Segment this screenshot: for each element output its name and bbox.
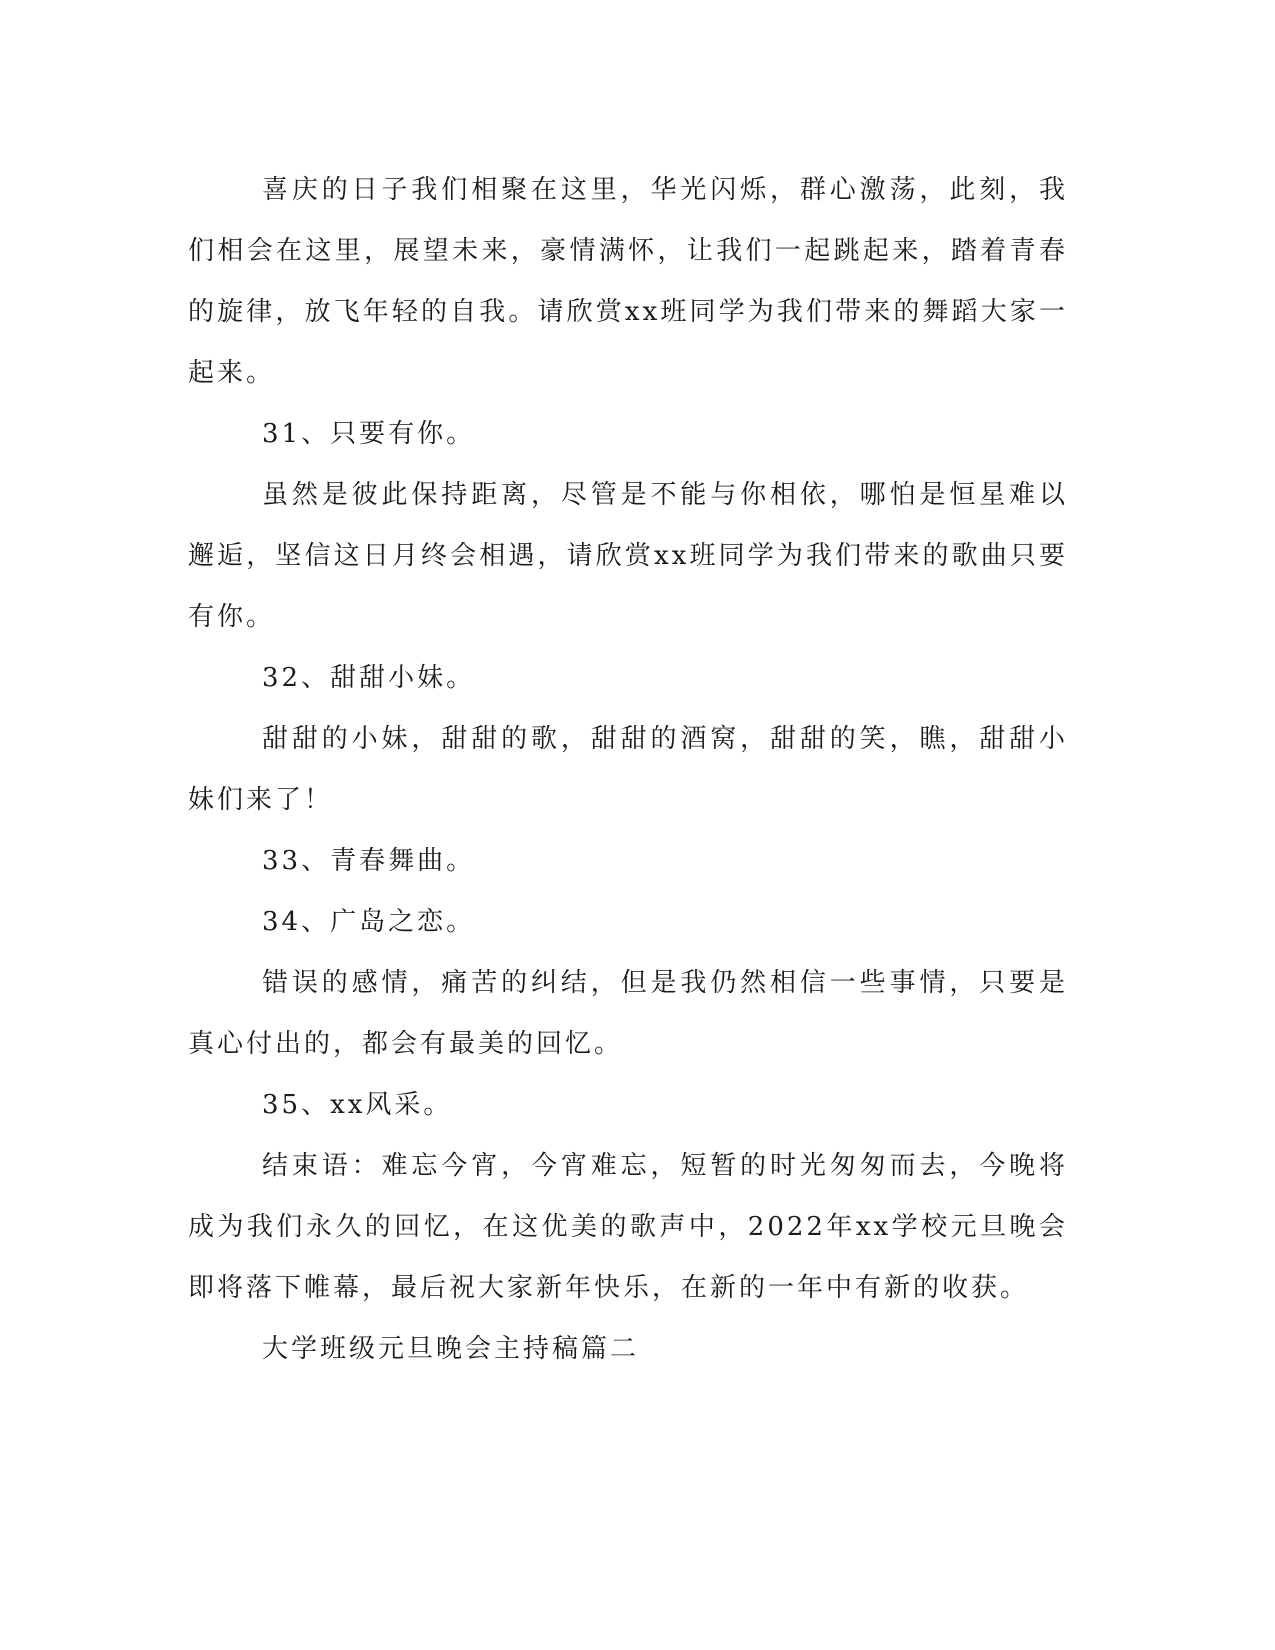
item-heading-31: 31、只要有你。 xyxy=(262,419,476,449)
section-title-part-two: 大学班级元旦晚会主持稿篇二 xyxy=(262,1334,640,1364)
paragraph-31: 虽然是彼此保持距离，尽管是不能与你相依，哪怕是恒星难以邂逅，坚信这日月终会相遇，请欣赏xx班同学为我们带来的歌曲只要有你。 xyxy=(188,480,1068,632)
document-body xyxy=(188,160,1068,1380)
item-heading-35: 35、xx风采。 xyxy=(262,1090,453,1120)
paragraph-intro-dance: 喜庆的日子我们相聚在这里，华光闪烁，群心激荡，此刻，我们相会在这里，展望未来，豪情满怀，让我们一起跳起来，踏着青春的旋律，放飞年轻的自我。请欣赏xx班同学为我们带来的舞蹈大家一起来。 xyxy=(188,175,1068,388)
paragraph-34: 错误的感情，痛苦的纠结，但是我仍然相信一些事情，只要是真心付出的，都会有最美的回忆。 xyxy=(188,968,1068,1059)
paragraph-32: 甜甜的小妹，甜甜的歌，甜甜的酒窝，甜甜的笑，瞧，甜甜小妹们来了！ xyxy=(188,724,1068,815)
item-heading-33: 33、青春舞曲。 xyxy=(262,846,476,876)
paragraph-closing: 结束语：难忘今宵，今宵难忘，短暂的时光匆匆而去，今晚将成为我们永久的回忆，在这优美的歌声中，2022年xx学校元旦晚会即将落下帷幕，最后祝大家新年快乐，在新的一年中有新的收获。 xyxy=(188,1151,1068,1303)
item-heading-34: 34、广岛之恋。 xyxy=(262,907,476,937)
item-heading-32: 32、甜甜小妹。 xyxy=(262,663,476,693)
